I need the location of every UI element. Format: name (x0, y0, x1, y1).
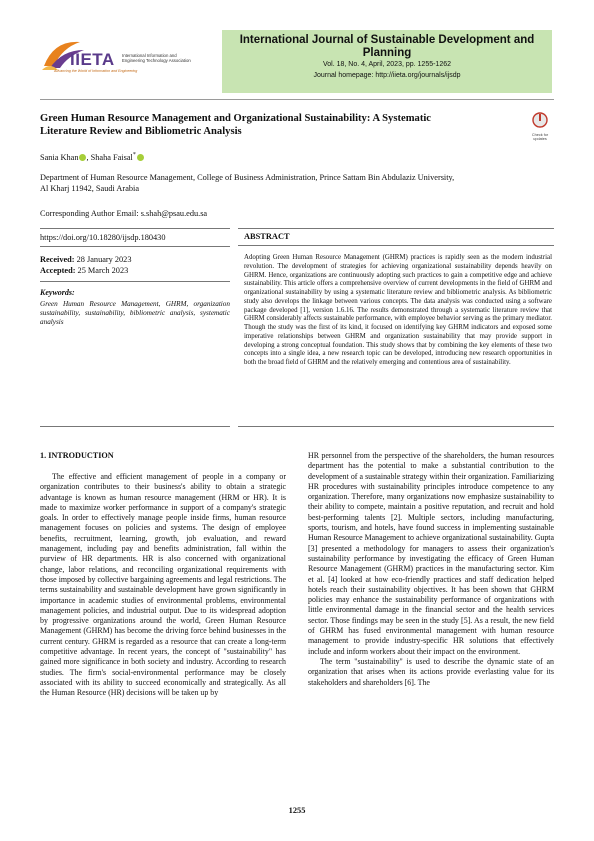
intro-right-column (308, 451, 554, 688)
journal-homepage[interactable]: Journal homepage: http://iieta.org/journals/ijsdp (313, 72, 461, 79)
author-1: Sania Khan (40, 152, 79, 162)
rule-right-abstract (238, 245, 554, 246)
abstract-text: Adopting Green Human Resource Management (GHRM) practices is rapidly seen as the modern industrial revolution. The development of strategies for achieving organizational sustainability depends heavily on GHRM. Hence, organizations are continuously adopting such practices to gain a competitive edge and achieve sustainability. This article offers a comprehensive overview of current developments in the field of GHRM and organizational sustainability by using a systematic literature review and bibliometric analysis. As bibliometric study also develops the linkage between various concepts. The data analysis was conducted using a software package developed [1], version 1.6.16. The results demonstrated through a systematic literature review that GHRM considerably affects sustainable performance, with employee behavior serving as the primary mediator. Though the study was the first of its kind, it focused on identifying key GHRM indicators and exposed some imperative relationships between GHRM and organization sustainability that may provide support in developing a strong conceptual foundation. This study shows that by combining the key elements of these two concepts into a single idea, a new research topic can be developed, introducing new research opportunities in both the broad field of GHRM and the relatively emerging and contentious area of sustainability. (244, 254, 552, 366)
authors: Sania Khan , Shaha Faisal* (40, 150, 440, 163)
abstract-heading: ABSTRACT (244, 232, 290, 241)
author-2: Shaha Faisal (90, 152, 133, 162)
rule-left-dates (40, 281, 230, 282)
rule-right-bottom (238, 426, 554, 427)
orcid-icon[interactable] (137, 154, 144, 161)
journal-logo (40, 34, 216, 82)
check-line2: updates (533, 137, 547, 142)
keywords-text: Green Human Resource Management, GHRM, organization sustainability, sustainability, bibliometric analysis, systematic analysis (40, 300, 230, 326)
rule-right-top (238, 228, 554, 229)
corresponding-author: Corresponding Author Email: s.shah@psau.edu.sa (40, 209, 208, 218)
journal-title: International Journal of Sustainable Development and Planning (239, 34, 535, 59)
check-updates-icon (532, 112, 548, 128)
rule-left-bottom (40, 426, 230, 427)
affiliation: Department of Human Resource Management, College of Business Administration, Prince Sattam Bin Abdulaziz University, Al Kharj 11942, Saudi Arabia (40, 173, 455, 193)
journal-header (222, 30, 552, 93)
received-date: Received: 28 January 2023 (40, 255, 132, 264)
keywords-heading: Keywords: (40, 288, 75, 297)
header-rule (40, 99, 554, 100)
rule-left-doi (40, 246, 230, 247)
logo-org-line2: Engineering Technology Association (122, 58, 191, 64)
doi-link[interactable]: https://doi.org/10.18280/ijsdp.180430 (40, 233, 166, 242)
logo-org-line1: International Information and (122, 53, 177, 58)
intro-paragraph-3: The term "sustainability" is used to describe the dynamic state of an organization that arises when its actions provide everlasting value for its stakeholders and shareholders [6]. The (308, 656, 554, 687)
rule-left-top (40, 228, 230, 229)
intro-left-column (40, 472, 286, 699)
intro-paragraph-1: The effective and efficient management of people in a company or organization contributes to their business's ability to obtain a strategic advantage is known as human resource management (HRM or HR). It is made to maximize worker performance in support of a company's strategic goals. In order to effectively manage people inside firms, human resource management focuses on policies and systems. The design of employee benefits, recruitment, learning, growth, job evaluation, and reward management, including pay and benefits administration, fall within the purview of HR departments. HR is also concerned with organizational change, labor relations, and reconciling organizational requirements with those imposed by collective bargaining agreements and legal restrictions. The terms sustainability and sustainable development have grown significantly in importance in academic studies of environmental problems, environmental management policies, and industrial output. Due to its widespread adoption by progressive organizations around the world, Green Human Resource Management (GHRM) has become the driving force behind businesses in the current century. GHRM is regarded as a resource that can create a long-term competitive advantage. In recent years, the concept of "sustainability" has gained more significance in both society and industry. According to research studies. The firm's social-environmental performance may be closely associated with its ability to succeed economically and strategically. As all the Human Resource (HR) decisions will be taken up by (40, 472, 286, 698)
intro-paragraph-2: HR personnel from the perspective of the shareholders, the human resources department has the potential to make a substantial contribution to the development of a sustainable strategy within their organization. Familiarizing HR procedures with sustainability principles introduce competence to any organization. Therefore, many organizations now emphasize sustainability to their ability to compete, maintain a positive reputation, and recruit and hold best-performing talents [2]. Multiple sectors, including manufacturing, sports, tourism, and hotels, have found success in implementing sustainable Human Resource Management to achieve organizational sustainability. Gupta [3] presented a methodology for managers to assess their organization's sustainability performance by investigating the efficacy of Green Human Resource Management (GHRM) practices in the manufacturing sector. Kim et al. [4] looked at how eco-friendly practices and staff dedication helped hotels reach their sustainability objectives. It has been shown that GHRM policies may enhance the sustainability performance of organizations with little environmental damage in the financial sector and the health services sector. Those findings may be seen in the study [5]. As a result, the new field of GHRM has fused environmental management with human resource management to provide industry-specific HR solutions that effectively include and inform workers about their impact on the environment. (308, 451, 554, 656)
journal-volume-line: Vol. 18, No. 4, April, 2023, pp. 1255-1262 (322, 61, 452, 68)
logo-name: IIETA (70, 50, 115, 69)
logo-tagline: Advancing the World of Information and Engineering (54, 69, 138, 73)
article-title: Green Human Resource Management and Organizational Sustainability: A Systematic Literature Review and Bibliometric Analysis (40, 113, 431, 137)
section-heading-introduction: 1. INTRODUCTION (40, 451, 114, 460)
check-for-updates-badge[interactable] (528, 112, 552, 142)
check-line1: Check for (531, 133, 549, 137)
accepted-date: Accepted: 25 March 2023 (40, 266, 129, 275)
page-number: 1255 (288, 806, 306, 815)
